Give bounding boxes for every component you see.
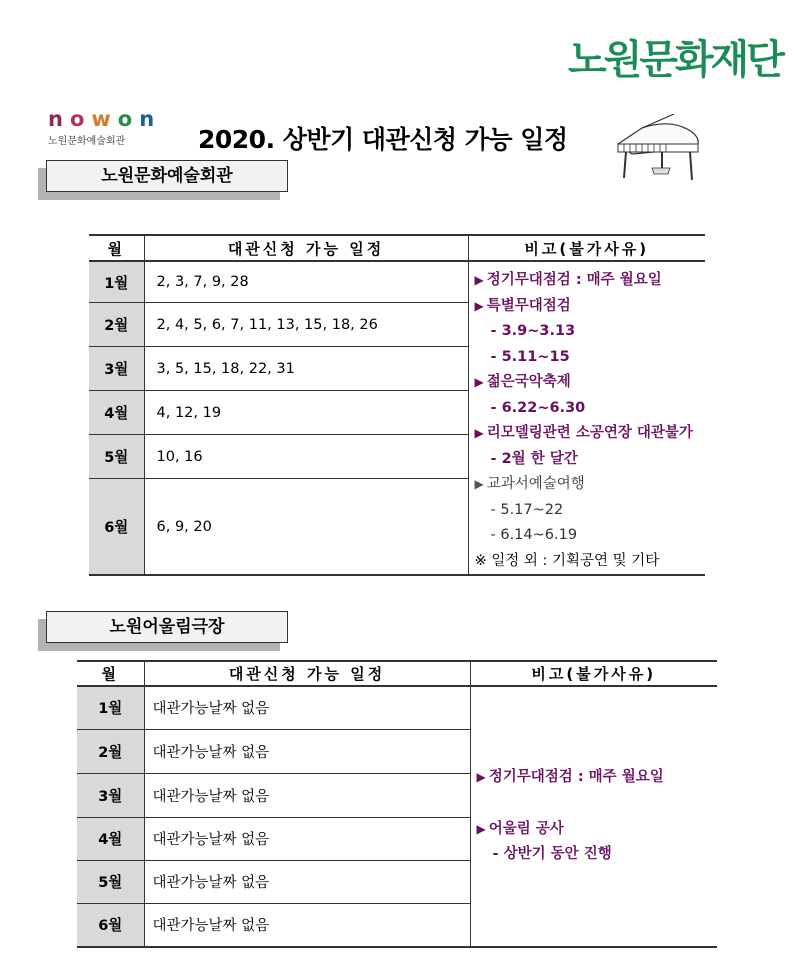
document-title: 2020. 상반기 대관신청 가능 일정	[198, 125, 568, 154]
month-cell: 5월	[89, 435, 144, 479]
month-cell: 2월	[77, 729, 144, 773]
remark-item: - 2월 한 달간	[490, 450, 578, 467]
month-cell: 1월	[77, 686, 144, 729]
dates-cell: 4, 12, 19	[144, 391, 468, 435]
hall-logo	[48, 107, 162, 147]
remark-item: - 상반기 동안 진행	[492, 846, 612, 863]
remark-item: ▶ 특별무대점검	[474, 297, 571, 314]
month-cell: 4월	[77, 817, 144, 860]
dates-cell: 대관가능날짜 없음	[144, 903, 470, 947]
section-label-theater: 노원어울림극장	[46, 611, 288, 643]
remark-item: - 5.17~22	[490, 501, 564, 518]
remark-item: - 5.11~15	[490, 348, 570, 365]
dates-cell: 대관가능날짜 없음	[144, 729, 470, 773]
remark-item: ▶ 정기무대점검 : 매주 월요일	[474, 272, 662, 288]
hall-logo-letter: o	[69, 107, 92, 131]
month-cell: 1월	[89, 261, 144, 303]
month-cell: 6월	[89, 479, 144, 575]
schedule-table-theater	[77, 660, 717, 948]
foundation-logo: 노원문화재단	[568, 37, 782, 83]
header-remarks: 비고(불가사유)	[470, 661, 717, 686]
grand-piano-icon	[612, 114, 704, 186]
hall-logo-subtitle: 노원문화예술회관	[48, 136, 126, 147]
header-remarks: 비고(불가사유)	[468, 235, 705, 261]
section-label-arts-center: 노원문화예술회관	[46, 160, 288, 192]
triangle-bullet-icon: ▶	[474, 273, 484, 287]
triangle-bullet-icon: ▶	[474, 477, 484, 491]
remark-item: - 6.22~6.30	[490, 399, 586, 416]
month-cell: 2월	[89, 303, 144, 347]
remark-item: ▶ 교과서예술여행	[474, 476, 585, 492]
header-dates: 대관신청 가능 일정	[144, 661, 470, 686]
remark-item: ▶ 젊은국악축제	[474, 374, 571, 390]
hall-logo-letter: o	[117, 107, 140, 131]
remark-note: ※ 일정 외 : 기획공연 및 기타	[474, 552, 660, 569]
triangle-bullet-icon: ▶	[476, 821, 486, 836]
remark-item: - 6.14~6.19	[490, 527, 578, 543]
triangle-bullet-icon: ▶	[474, 298, 484, 313]
remarks-cell	[468, 261, 705, 575]
dates-cell: 대관가능날짜 없음	[144, 860, 470, 903]
dates-cell: 2, 4, 5, 6, 7, 11, 13, 15, 18, 26	[144, 303, 468, 347]
remark-item: - 3.9~3.13	[490, 323, 576, 339]
hall-logo-word	[48, 107, 162, 131]
dates-cell: 3, 5, 15, 18, 22, 31	[144, 347, 468, 391]
month-cell: 4월	[89, 391, 144, 435]
header-dates: 대관신청 가능 일정	[144, 235, 468, 261]
month-cell: 3월	[77, 773, 144, 817]
triangle-bullet-icon: ▶	[474, 426, 484, 440]
month-cell: 5월	[77, 860, 144, 903]
hall-logo-letter: n	[139, 107, 162, 131]
remark-item: ▶ 리모델링관련 소공연장 대관불가	[474, 425, 693, 441]
schedule-table-arts-center	[89, 234, 705, 576]
header-month: 월	[77, 661, 144, 686]
remark-item: ▶ 정기무대점검 : 매주 월요일	[476, 769, 664, 786]
dates-cell: 대관가능날짜 없음	[144, 817, 470, 860]
dates-cell: 대관가능날짜 없음	[144, 773, 470, 817]
month-cell: 6월	[77, 903, 144, 947]
dates-cell: 대관가능날짜 없음	[144, 686, 470, 729]
month-cell: 3월	[89, 347, 144, 391]
remark-item: ▶ 어울림 공사	[476, 820, 564, 837]
dates-cell: 10, 16	[144, 435, 468, 479]
hall-logo-letter: w	[91, 107, 118, 131]
triangle-bullet-icon: ▶	[474, 375, 484, 389]
header-month: 월	[89, 235, 144, 261]
remarks-cell	[470, 686, 717, 947]
dates-cell: 2, 3, 7, 9, 28	[144, 261, 468, 303]
dates-cell: 6, 9, 20	[144, 479, 468, 575]
triangle-bullet-icon: ▶	[476, 770, 486, 785]
hall-logo-letter: n	[48, 107, 70, 131]
